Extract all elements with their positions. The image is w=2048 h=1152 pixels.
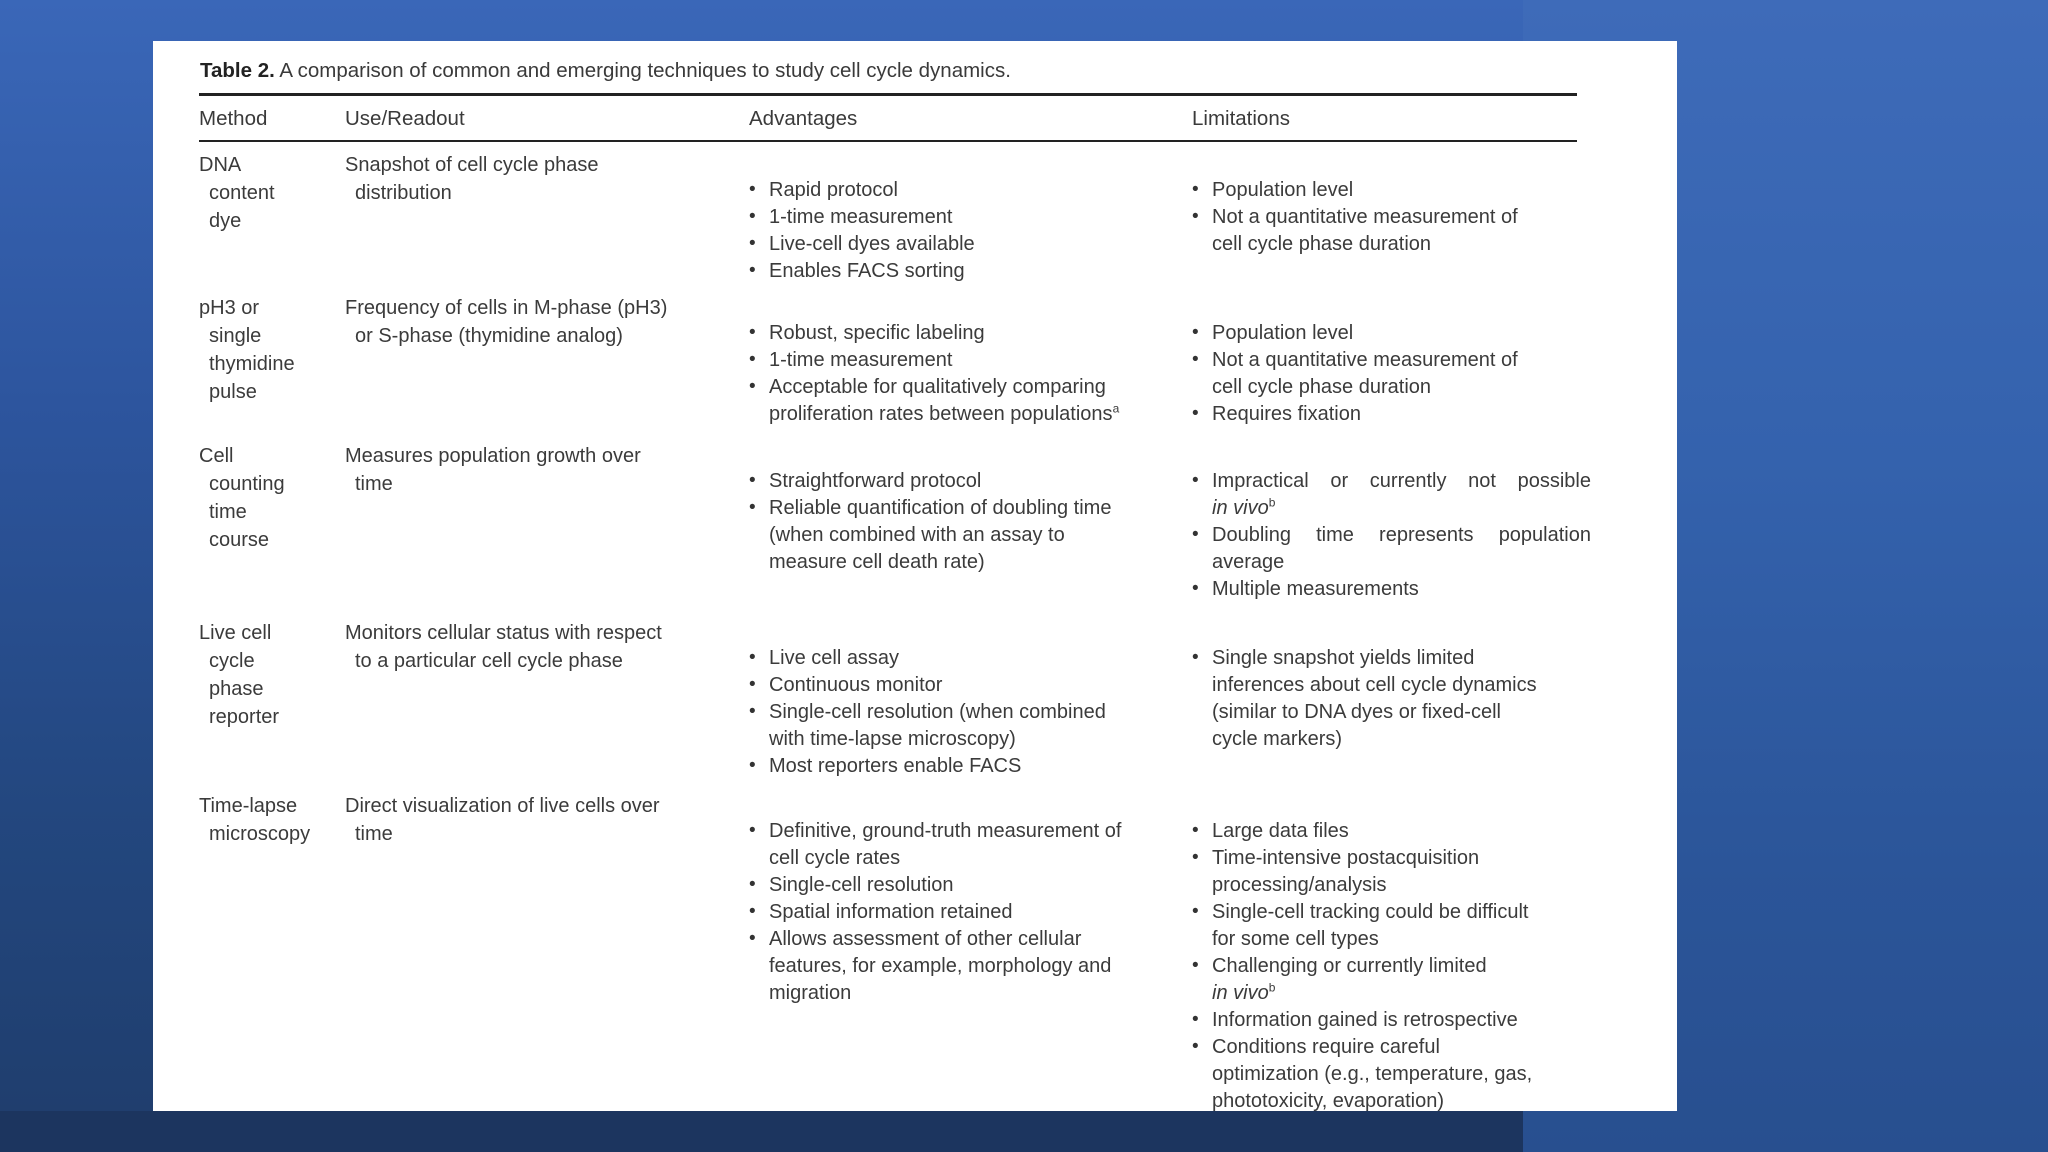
use-line: Direct visualization of live cells over: [345, 795, 660, 817]
limitation-text: cycle markers): [1212, 728, 1343, 750]
advantage-item: [748, 347, 1193, 374]
limitation-item: [1191, 645, 1591, 753]
use-line: time: [355, 823, 393, 845]
advantage-text: Continuous monitor: [769, 674, 943, 696]
row-ph3-advantages: [748, 320, 1193, 428]
limitation-item: [1191, 468, 1591, 522]
limitation-text: cell cycle phase duration: [1212, 376, 1432, 398]
row-live-reporter-use: [345, 619, 735, 675]
limitation-text: in vivo: [1212, 982, 1269, 1004]
limitation-text: • Challenging or currently limited: [1212, 955, 1487, 977]
limitation-item: [1191, 401, 1591, 428]
limitation-item: [1191, 1007, 1591, 1034]
advantage-text: • Acceptable for qualitatively comparing: [769, 376, 1106, 398]
limitation-text: Large data files: [1212, 820, 1349, 842]
method-line: Live cell: [199, 622, 272, 644]
row-dna-limitations: [1191, 177, 1591, 258]
limitation-text: Population level: [1212, 179, 1354, 201]
advantage-text: Enables FACS sorting: [769, 260, 965, 282]
method-line: thymidine: [209, 353, 295, 375]
row-ph3-use: [345, 294, 735, 350]
column-header-use: Use/Readout: [345, 107, 465, 130]
method-line: pH3 or: [199, 297, 260, 319]
limitation-text: • Conditions require careful: [1212, 1036, 1440, 1058]
limitation-item: [1191, 818, 1591, 845]
row-time-lapse-advantages: [748, 818, 1193, 1007]
limitation-text: (similar to DNA dyes or fixed-cell: [1212, 701, 1501, 723]
background-strip: [0, 1111, 1523, 1152]
limitation-text: • Not a quantitative measurement of: [1212, 349, 1518, 371]
row-time-lapse-use: [345, 792, 735, 848]
method-line: single: [209, 325, 262, 347]
advantage-text: migration: [769, 982, 852, 1004]
limitation-item: [1191, 204, 1591, 258]
limitation-text: • Time-intensive postacquisition: [1212, 847, 1480, 869]
use-line: distribution: [355, 182, 452, 204]
footnote-marker: b: [1268, 980, 1276, 995]
table-caption: [200, 59, 1011, 83]
row-time-lapse-method: [199, 792, 329, 848]
advantage-item: [748, 645, 1193, 672]
advantage-text: with time-lapse microscopy): [769, 728, 1016, 750]
use-line: Frequency of cells in M-phase (pH3): [345, 297, 668, 319]
limitation-text: processing/analysis: [1212, 874, 1387, 896]
method-line: reporter: [209, 706, 280, 728]
advantage-item: [748, 258, 1193, 285]
row-cell-counting-advantages: [748, 468, 1193, 576]
limitation-item: [1191, 320, 1591, 347]
limitation-item: [1191, 953, 1591, 1007]
footnote-marker: b: [1268, 495, 1276, 510]
row-cell-counting-limitations: [1191, 468, 1591, 603]
advantage-text: measure cell death rate): [769, 551, 985, 573]
table-top-rule: [199, 93, 1577, 96]
advantage-item: [748, 468, 1193, 495]
row-live-reporter-advantages: [748, 645, 1193, 780]
method-line: content: [209, 182, 275, 204]
row-time-lapse-limitations: [1191, 818, 1591, 1111]
row-ph3-method: [199, 294, 329, 406]
row-dna-advantages: [748, 177, 1193, 285]
advantage-item: [748, 177, 1193, 204]
limitation-item: [1191, 845, 1591, 899]
advantage-item: [748, 672, 1193, 699]
advantage-text: • Allows assessment of other cellular: [769, 928, 1082, 950]
advantage-text: Live-cell dyes available: [769, 233, 975, 255]
advantage-text: Robust, specific labeling: [769, 322, 985, 344]
limitation-text: • Not a quantitative measurement of: [1212, 206, 1518, 228]
use-line: to a particular cell cycle phase: [355, 650, 623, 672]
limitation-item: [1191, 576, 1591, 603]
advantage-item: [748, 231, 1193, 258]
method-line: counting: [209, 473, 285, 495]
limitation-text: phototoxicity, evaporation): [1212, 1090, 1444, 1111]
limitation-text: Requires fixation: [1212, 403, 1361, 425]
advantage-text: 1-time measurement: [769, 206, 953, 228]
limitation-text: Multiple measurements: [1212, 578, 1419, 600]
method-line: cycle: [209, 650, 255, 672]
use-line: Measures population growth over: [345, 445, 641, 467]
method-line: dye: [209, 210, 242, 232]
limitation-item: [1191, 347, 1591, 401]
advantage-item: [748, 753, 1193, 780]
advantage-text: features, for example, morphology and: [769, 955, 1112, 977]
column-header-method: Method: [199, 107, 268, 130]
method-line: Cell: [199, 445, 234, 467]
limitation-text: • Doubling time represents population: [1212, 524, 1591, 546]
limitation-text: average: [1212, 551, 1285, 573]
advantage-text: Spatial information retained: [769, 901, 1013, 923]
method-line: phase: [209, 678, 264, 700]
use-line: or S-phase (thymidine analog): [355, 325, 623, 347]
limitation-item: [1191, 1034, 1591, 1111]
column-header-advantages: Advantages: [749, 107, 858, 130]
use-line: Monitors cellular status with respect: [345, 622, 662, 644]
advantage-item: [748, 374, 1193, 428]
row-cell-counting-use: [345, 442, 735, 498]
limitation-text: for some cell types: [1212, 928, 1379, 950]
method-line: DNA: [199, 154, 242, 176]
advantage-text: (when combined with an assay to: [769, 524, 1065, 546]
row-dna-use: [345, 151, 735, 207]
advantage-item: [748, 926, 1193, 1007]
limitation-text: in vivo: [1212, 497, 1269, 519]
limitation-text: Information gained is retrospective: [1212, 1009, 1518, 1031]
limitation-text: Population level: [1212, 322, 1354, 344]
advantage-text: Straightforward protocol: [769, 470, 982, 492]
row-dna-method: [199, 151, 329, 235]
limitation-text: • Impractical or currently not possible: [1212, 470, 1591, 492]
limitation-item: [1191, 177, 1591, 204]
table-caption-text: A comparison of common and emerging techniques to study cell cycle dynamics.: [274, 59, 1011, 82]
advantage-item: [748, 899, 1193, 926]
method-line: Time-lapse: [199, 795, 298, 817]
row-live-reporter-method: [199, 619, 329, 731]
table-header-rule: [199, 140, 1577, 142]
advantage-text: proliferation rates between populations: [769, 403, 1113, 425]
advantage-item: [748, 204, 1193, 231]
method-line: pulse: [209, 381, 257, 403]
limitation-text: cell cycle phase duration: [1212, 233, 1432, 255]
limitation-item: [1191, 522, 1591, 576]
footnote-marker: a: [1112, 401, 1120, 416]
advantage-item: [748, 699, 1193, 753]
advantage-text: • Single-cell resolution (when combined: [769, 701, 1106, 723]
use-line: Snapshot of cell cycle phase: [345, 154, 599, 176]
limitation-text: optimization (e.g., temperature, gas,: [1212, 1063, 1533, 1085]
advantage-text: Rapid protocol: [769, 179, 898, 201]
advantage-item: [748, 872, 1193, 899]
advantage-item: [748, 495, 1193, 576]
method-line: course: [209, 529, 270, 551]
advantage-text: Live cell assay: [769, 647, 900, 669]
advantage-item: [748, 818, 1193, 872]
limitation-item: [1191, 899, 1591, 953]
advantage-text: • Reliable quantification of doubling time: [769, 497, 1112, 519]
advantage-text: • Definitive, ground-truth measurement of: [769, 820, 1122, 842]
row-cell-counting-method: [199, 442, 329, 554]
limitation-text: • Single snapshot yields limited: [1212, 647, 1475, 669]
table-caption-label: Table 2.: [200, 59, 275, 82]
advantage-text: cell cycle rates: [769, 847, 901, 869]
advantage-text: 1-time measurement: [769, 349, 953, 371]
column-header-limitations: Limitations: [1192, 107, 1290, 130]
limitation-text: inferences about cell cycle dynamics: [1212, 674, 1537, 696]
advantage-item: [748, 320, 1193, 347]
row-ph3-limitations: [1191, 320, 1591, 428]
method-line: time: [209, 501, 247, 523]
use-line: time: [355, 473, 393, 495]
row-live-reporter-limitations: [1191, 645, 1591, 753]
table-document: [153, 41, 1677, 1111]
method-line: microscopy: [209, 823, 311, 845]
advantage-text: Single-cell resolution: [769, 874, 954, 896]
limitation-text: • Single-cell tracking could be difficult: [1212, 901, 1529, 923]
advantage-text: Most reporters enable FACS: [769, 755, 1022, 777]
